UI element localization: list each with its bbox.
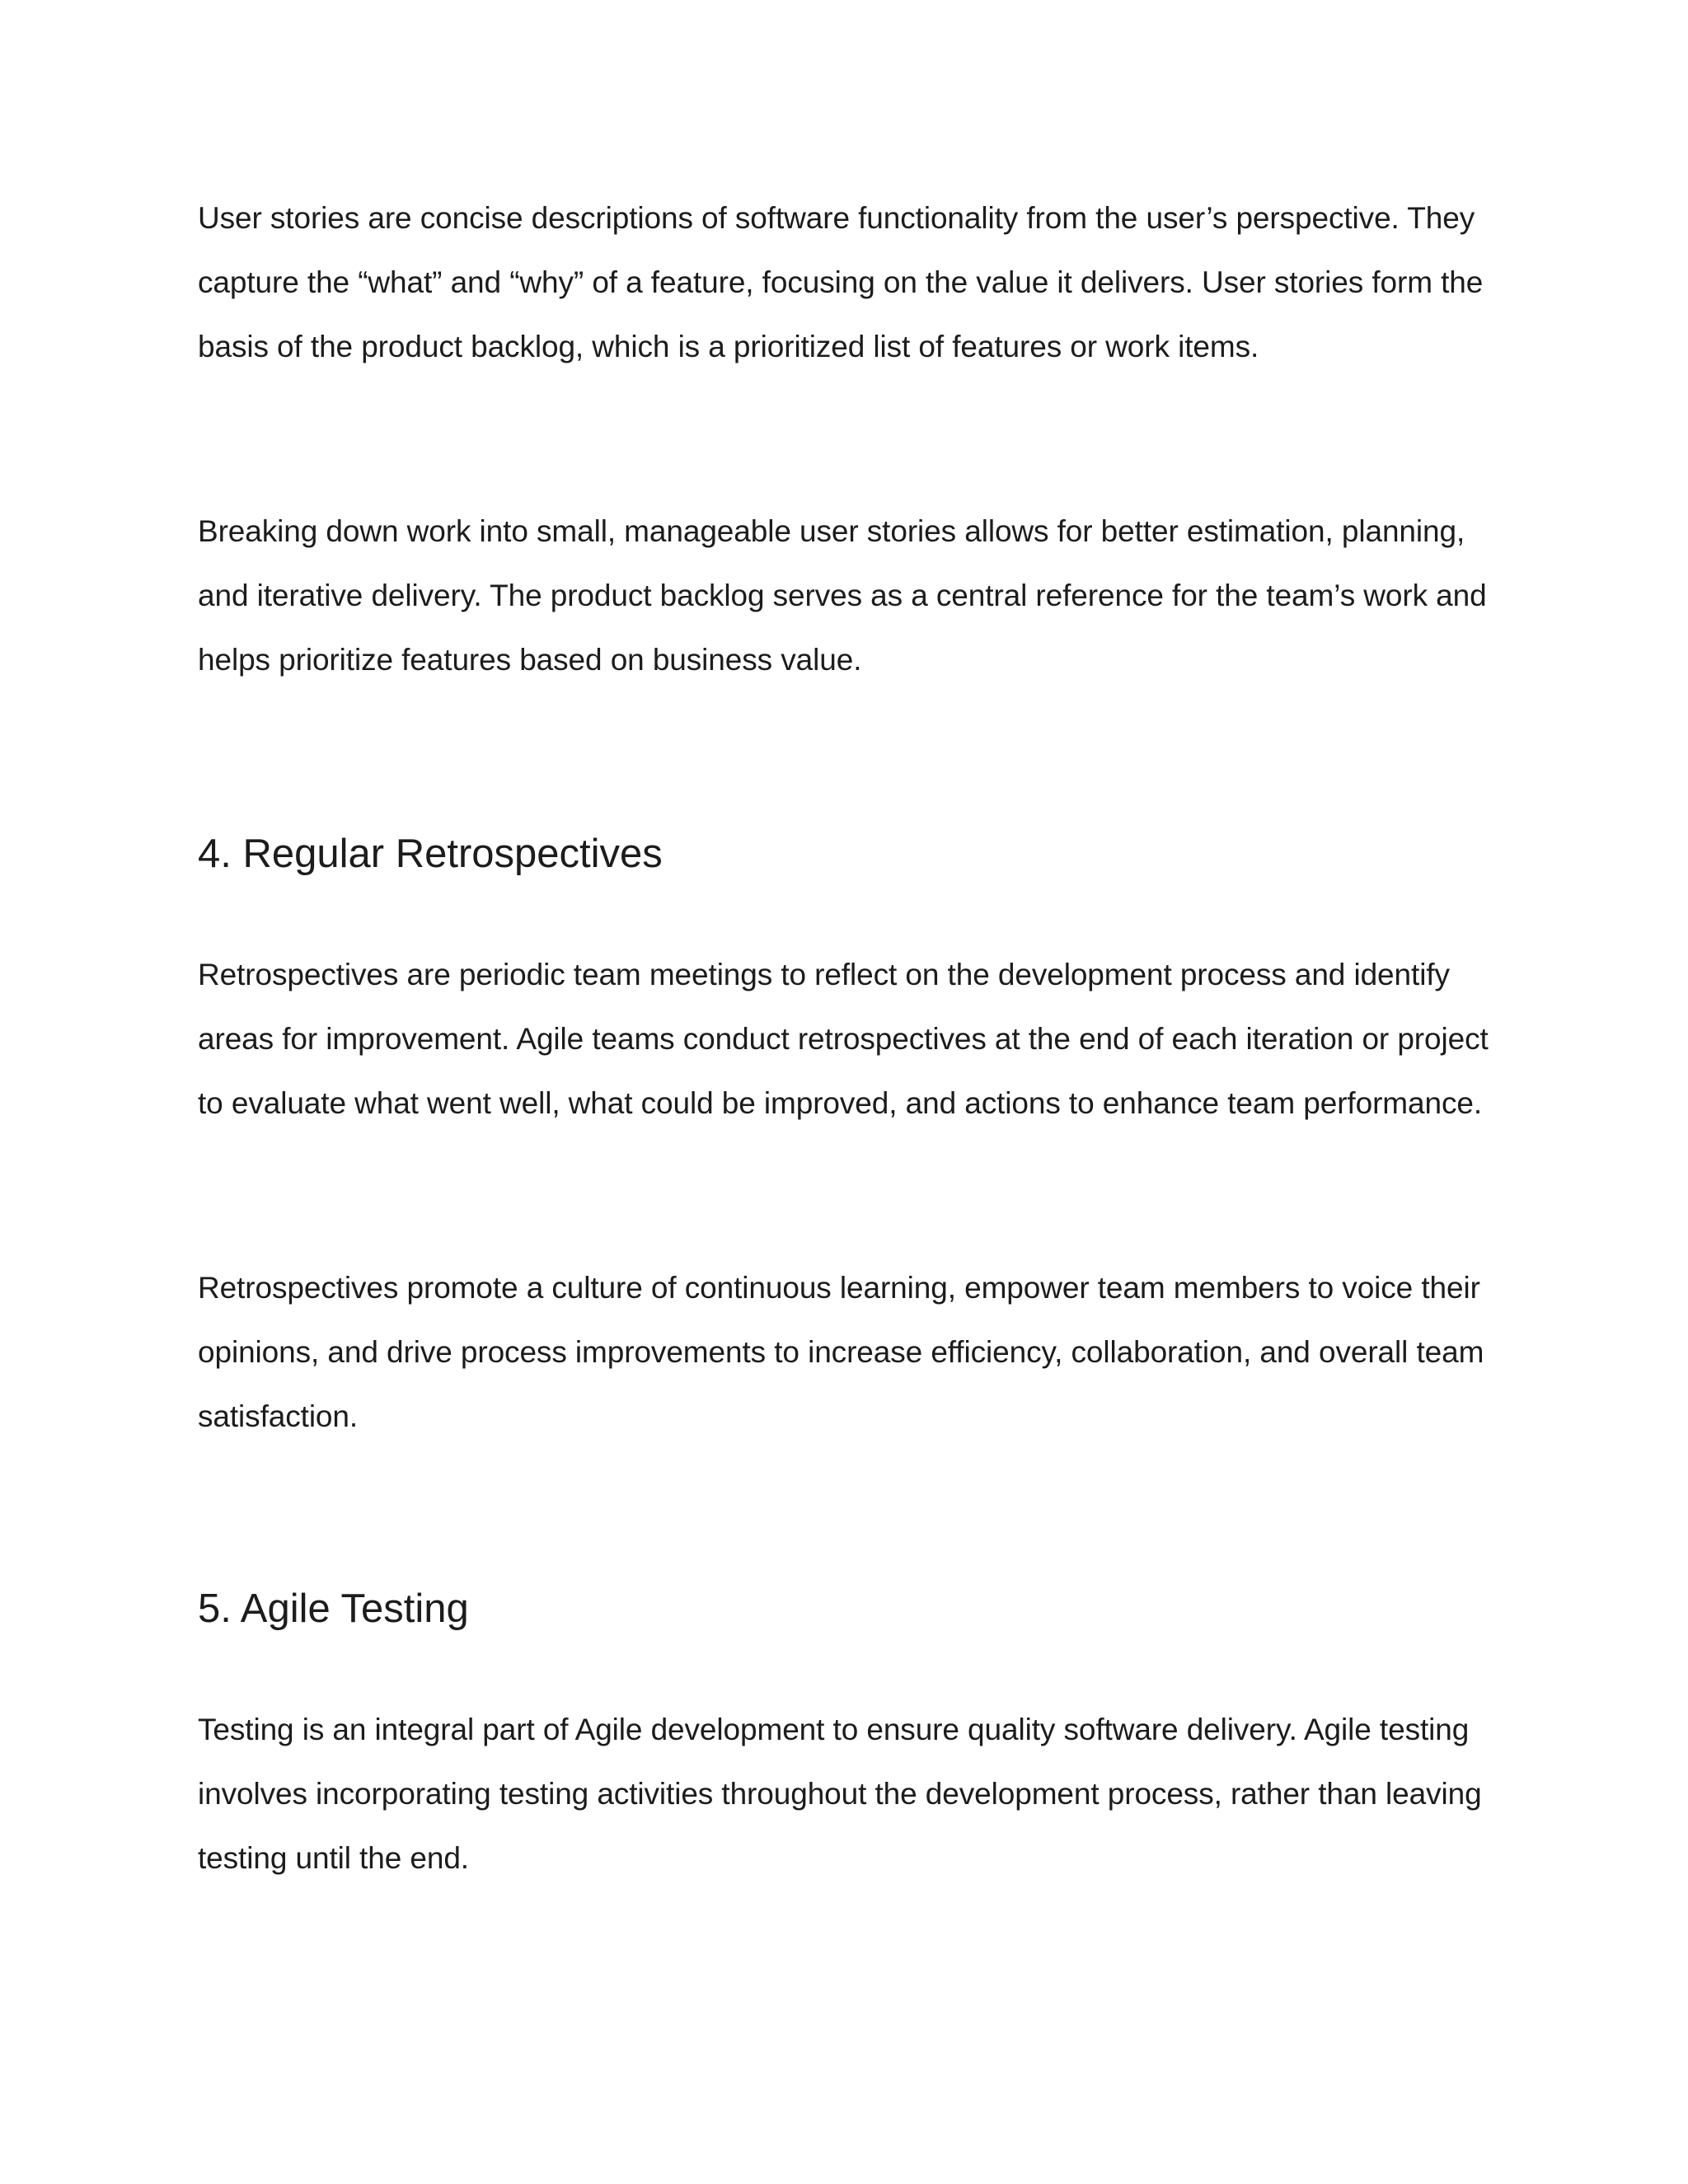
retrospectives-paragraph-1: Retrospectives are periodic team meetings to reflect on the development process and identify areas for improvement. Agile teams conduct retrospectives at the end of each iteration or project to evaluate what went well, what could be improved, and actions to enhance team performance. bbox=[198, 958, 1489, 1120]
user-stories-paragraph: User stories are concise descriptions of software functionality from the user’s perspective. They capture the “what” and “why” of a feature, focusing on the value it delivers. User stories form the basis of the product backlog, which is a prioritized list of features or work items. bbox=[198, 201, 1484, 363]
section-heading-retrospectives: 4. Regular Retrospectives bbox=[198, 832, 663, 876]
retrospectives-paragraph-2: Retrospectives promote a culture of continuous learning, empower team members to voice their opinions, and drive process improvements to increase efficiency, collaboration, and overall team satisfaction. bbox=[198, 1271, 1484, 1433]
section-heading-agile-testing: 5. Agile Testing bbox=[198, 1586, 469, 1631]
backlog-paragraph: Breaking down work into small, manageable user stories allows for better estimation, planning, and iterative delivery. The product backlog serves as a central reference for the team’s work and helps prioritize features based on business value. bbox=[198, 514, 1487, 677]
agile-testing-paragraph: Testing is an integral part of Agile development to ensure quality software delivery. Agile testing involves incorporating testing activities throughout the development process, rather than leaving testing until the end. bbox=[198, 1713, 1482, 1875]
